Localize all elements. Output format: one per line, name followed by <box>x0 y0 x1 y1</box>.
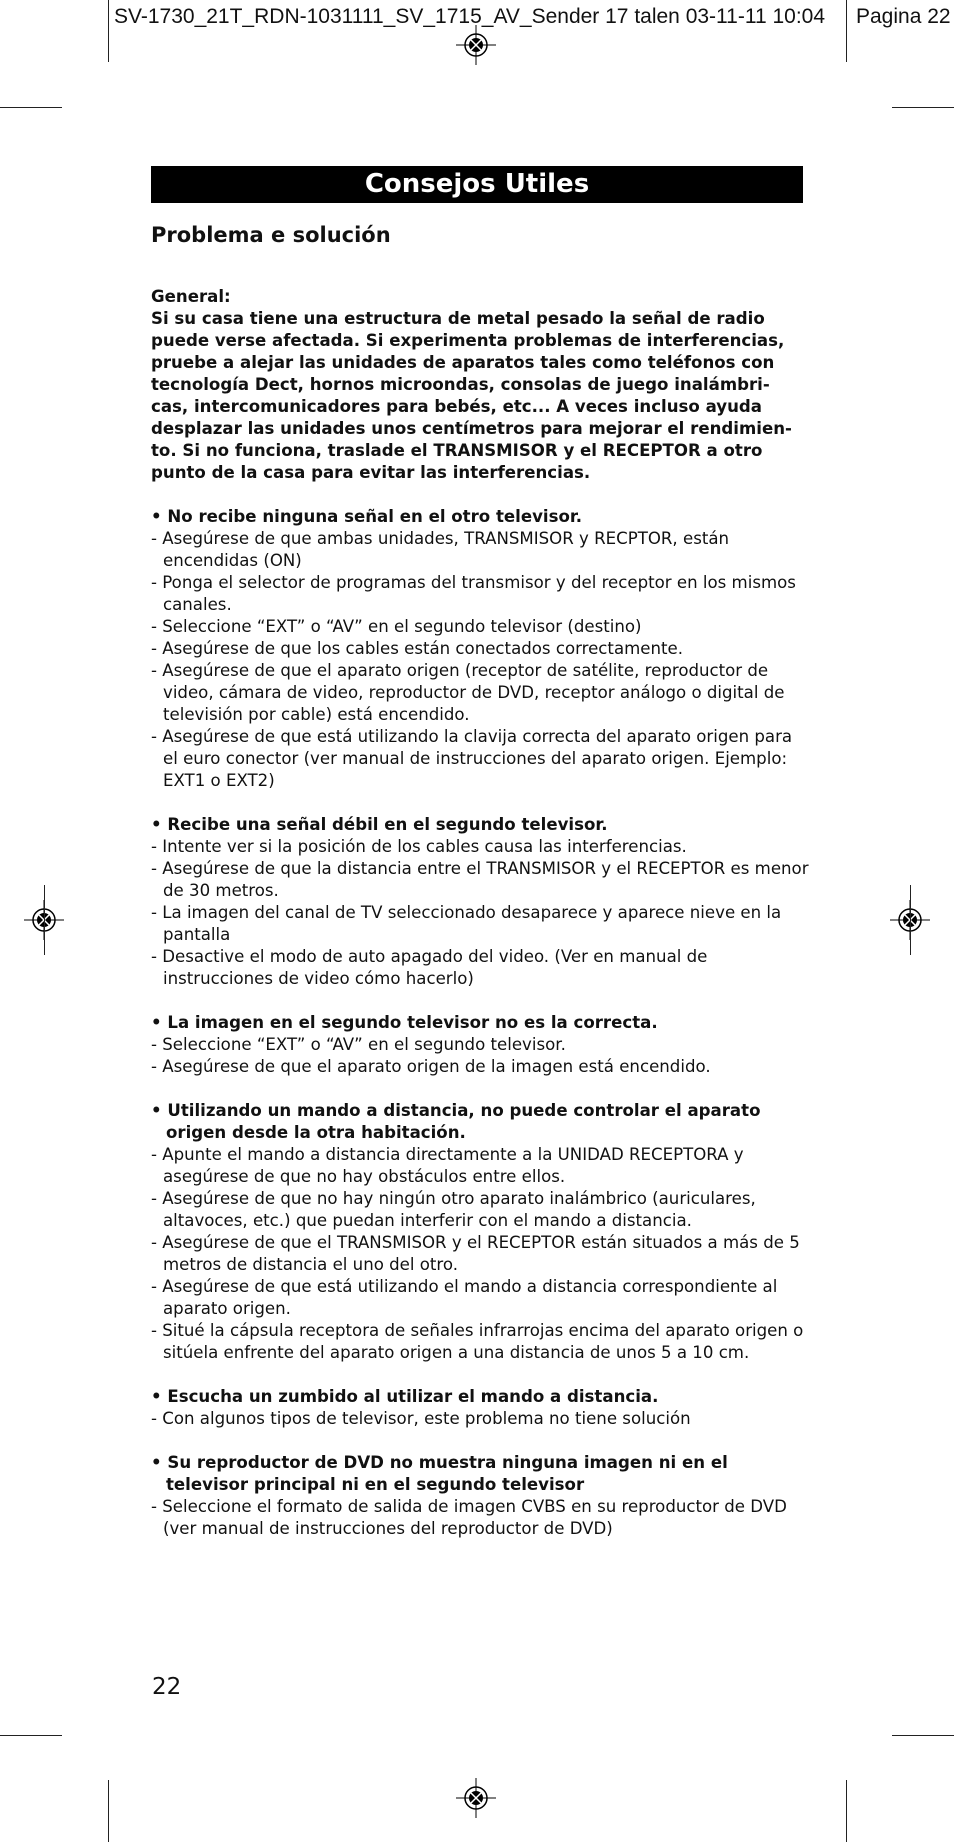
print-slug <box>108 0 954 40</box>
crop-mark <box>0 107 62 108</box>
solution-item: - Asegúrese de que los cables están conectados correctamente. <box>151 639 683 658</box>
solution-item: - Intente ver si la posición de los cables causa las interferencias. <box>151 837 687 856</box>
solution-item: - Seleccione el formato de salida de imagen CVBS en su reproductor de DVD (ver manual de instrucciones del reproductor de DVD) <box>151 1497 787 1538</box>
registration-mark-icon <box>456 25 496 65</box>
solution-item: - Asegúrese de que ambas unidades, TRANSMISOR y RECPTOR, están encendidas (ON) <box>151 529 730 570</box>
problem-heading: • No recibe ninguna señal en el otro televisor. <box>151 507 583 526</box>
general-line: desplazar las unidades unos centímetros para mejorar el rendimien- <box>151 419 792 438</box>
general-line: to. Si no funciona, traslade el TRANSMISOR y el RECEPTOR a otro <box>151 441 763 460</box>
crop-mark <box>44 885 45 955</box>
crop-mark <box>892 1735 954 1736</box>
solution-item: - Desactive el modo de auto apagado del video. (Ver en manual de instrucciones de video cómo hacerlo) <box>151 947 708 988</box>
problem-heading: • Utilizando un mando a distancia, no puede controlar el aparato origen desde la otra habitación. <box>151 1101 761 1142</box>
slug-page-label: Pagina 22 <box>856 5 951 28</box>
solution-item: - Asegúrese de que está utilizando el mando a distancia correspondiente al aparato origen. <box>151 1277 778 1318</box>
crop-mark <box>108 1780 109 1842</box>
crop-mark <box>108 0 109 62</box>
section-subtitle: Problema e solución <box>151 223 391 247</box>
general-line: pruebe a alejar las unidades de aparatos tales como teléfonos con <box>151 353 775 372</box>
solution-item: - Ponga el selector de programas del transmisor y del receptor en los mismos canales. <box>151 573 796 614</box>
solution-item: - Con algunos tipos de televisor, este problema no tiene solución <box>151 1409 691 1428</box>
solution-item: - Situé la cápsula receptora de señales infrarrojas encima del aparato origen o sitúela enfrente del aparato origen a una distancia de unos 5 a 10 cm. <box>151 1321 804 1362</box>
solution-item: - La imagen del canal de TV seleccionado desaparece y aparece nieve en la pantalla <box>151 903 782 944</box>
general-line: Si su casa tiene una estructura de metal pesado la señal de radio <box>151 309 765 328</box>
solution-item: - Asegúrese de que el TRANSMISOR y el RECEPTOR están situados a más de 5 metros de distancia el uno del otro. <box>151 1233 800 1274</box>
general-line: tecnología Dect, hornos microondas, consolas de juego inalámbri- <box>151 375 770 394</box>
general-heading: General: <box>151 287 231 306</box>
problem-heading: • Su reproductor de DVD no muestra ninguna imagen ni en el televisor principal ni en el segundo televisor <box>151 1453 728 1494</box>
solution-item: - Asegúrese de que el aparato origen (receptor de satélite, reproductor de video, cámara de video, reproductor de DVD, receptor análogo o digital de televisión por cable) está encendido. <box>151 661 785 724</box>
crop-mark <box>892 107 954 108</box>
problem-heading: • Recibe una señal débil en el segundo televisor. <box>151 815 608 834</box>
solution-item: - Asegúrese de que la distancia entre el TRANSMISOR y el RECEPTOR es menor de 30 metros. <box>151 859 809 900</box>
problem-heading: • Escucha un zumbido al utilizar el mando a distancia. <box>151 1387 659 1406</box>
general-line: cas, intercomunicadores para bebés, etc... A veces incluso ayuda <box>151 397 762 416</box>
solution-item: - Seleccione “EXT” o “AV” en el segundo televisor. <box>151 1035 566 1054</box>
solution-item: - Apunte el mando a distancia directamente a la UNIDAD RECEPTORA y asegúrese de que no hay obstáculos entre ellos. <box>151 1145 744 1186</box>
general-line: punto de la casa para evitar las interferencias. <box>151 463 591 482</box>
general-line: puede verse afectada. Si experimenta problemas de interferencias, <box>151 331 785 350</box>
slug-file-info: SV-1730_21T_RDN-1031111_SV_1715_AV_Sender 17 talen 03-11-11 10:04 <box>114 5 826 28</box>
solution-item: - Asegúrese de que el aparato origen de la imagen está encendido. <box>151 1057 711 1076</box>
solution-item: - Asegúrese de que no hay ningún otro aparato inalámbrico (auriculares, altavoces, etc.) que puedan interferir con el mando a distancia. <box>151 1189 756 1230</box>
crop-mark <box>846 0 847 62</box>
solution-item: - Asegúrese de que está utilizando la clavija correcta del aparato origen para el euro conector (ver manual de instrucciones del aparato origen. Ejemplo: EXT1 o EXT2) <box>151 727 793 790</box>
crop-mark <box>0 1735 62 1736</box>
problem-heading: • La imagen en el segundo televisor no es la correcta. <box>151 1013 658 1032</box>
page-number: 22 <box>152 1674 182 1700</box>
crop-mark <box>910 885 911 955</box>
solution-item: - Seleccione “EXT” o “AV” en el segundo televisor (destino) <box>151 617 642 636</box>
registration-mark-icon <box>456 1778 496 1818</box>
page-title: Consejos Utiles <box>151 166 803 203</box>
main-content <box>151 286 811 1540</box>
crop-mark <box>846 1780 847 1842</box>
